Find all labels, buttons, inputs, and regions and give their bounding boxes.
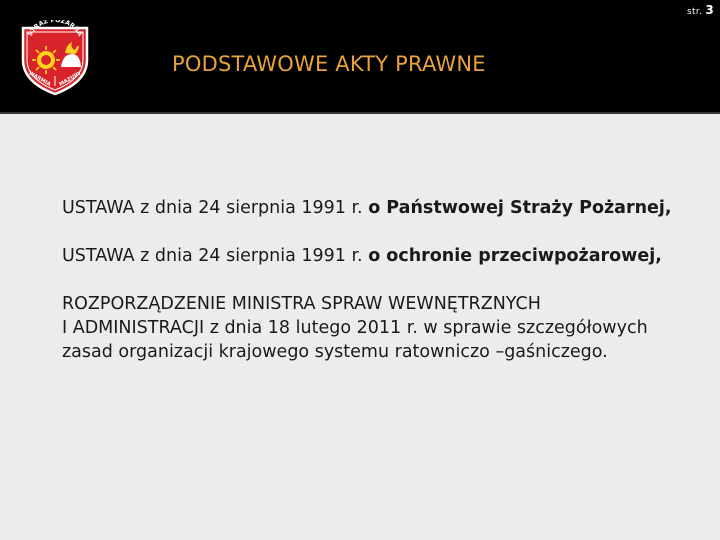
list-item xyxy=(62,292,702,364)
header-divider xyxy=(0,112,720,114)
act-type-line2: I ADMINISTRACJI xyxy=(62,318,205,338)
act-date: z dnia 24 sierpnia 1991 r. xyxy=(134,198,369,218)
page-number xyxy=(687,3,714,17)
act-type-line1: ROZPORZĄDZENIE MINISTRA SPRAW WEWNĘTRZNYCH xyxy=(62,294,541,314)
act-title: o Państwowej Straży Pożarnej, xyxy=(368,198,672,218)
list-item xyxy=(62,196,702,220)
fire-service-emblem-icon xyxy=(17,20,93,96)
page-title: PODSTAWOWE AKTY PRAWNE xyxy=(172,52,486,76)
legal-acts-list xyxy=(62,196,702,388)
act-type: USTAWA xyxy=(62,246,135,266)
act-type: USTAWA xyxy=(62,198,135,218)
act-date: z dnia 24 sierpnia 1991 r. xyxy=(134,246,369,266)
act-title: o ochronie przeciwpożarowej, xyxy=(368,246,662,266)
page-number-value: 3 xyxy=(705,3,714,17)
svg-text:MAZURY: MAZURY xyxy=(58,70,83,88)
act-description: z dnia 18 lutego 2011 r. w sprawie szczegółowych zasad organizacji krajowego systemu ratowniczo –gaśniczego. xyxy=(62,318,648,362)
svg-text:STRAŻ POŻARNA: STRAŻ POŻARNA xyxy=(26,20,84,38)
page-number-prefix: str. xyxy=(687,7,703,17)
list-item xyxy=(62,244,702,268)
svg-text:WARMIA: WARMIA xyxy=(27,70,52,88)
